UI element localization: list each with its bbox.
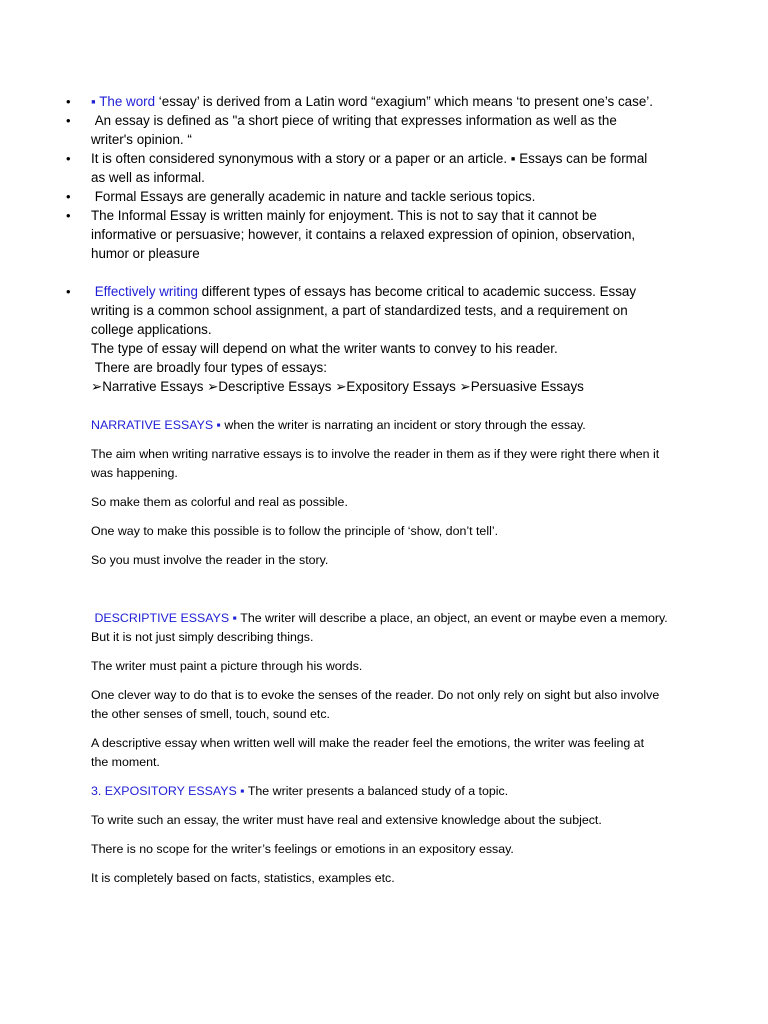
section-heading: 3. EXPOSITORY ESSAYS ▪ xyxy=(91,784,245,798)
paragraph: A descriptive essay when written well will make the reader feel the emotions, the writer was feeling at the moment. xyxy=(91,736,645,769)
bullet-item xyxy=(0,92,768,111)
section-lead: The writer presents a balanced study of a topic. xyxy=(244,784,509,798)
bullet-dot: • xyxy=(66,113,71,128)
section-lead: The writer will describe a place, an object, an event or maybe even a memory. But it is not just simply describing things. xyxy=(91,611,668,644)
section-lead: when the writer is narrating an incident or story through the essay. xyxy=(220,418,586,432)
bullet-dot: • xyxy=(66,94,71,109)
paragraph: So make them as colorful and real as possible. xyxy=(91,495,348,509)
bullet-dot: • xyxy=(66,189,71,204)
paragraph: One way to make this possible is to follow the principle of ‘show, don’t tell’. xyxy=(91,524,499,538)
bullet-text: An essay is defined as "a short piece of writing that expresses information as well as the writer's opinion. “ xyxy=(91,113,617,147)
section-heading: NARRATIVE ESSAYS ▪ xyxy=(91,418,221,432)
bullet-item xyxy=(0,149,768,187)
bullet-text: ‘essay’ is derived from a Latin word “exagium” which means ‘to present one’s case’. xyxy=(155,94,653,109)
paragraph: To write such an essay, the writer must have real and extensive knowledge about the subject. xyxy=(91,813,602,827)
narrative-heading-line xyxy=(91,416,691,435)
expository-heading-line xyxy=(91,782,691,801)
paragraph: It is completely based on facts, statistics, examples etc. xyxy=(91,871,395,885)
bullet-dot: • xyxy=(66,151,71,166)
paragraph: The aim when writing narrative essays is to involve the reader in them as if they were right there when it was happening. xyxy=(91,447,660,480)
descriptive-heading-line xyxy=(91,609,691,647)
bullet-item xyxy=(0,111,768,149)
section-heading: DESCRIPTIVE ESSAYS ▪ xyxy=(91,611,238,625)
bullet-text: different types of essays has become critical to academic success. Essay writing is a common school assignment, a part of standardized tests, and a requirement on college applications. The type of essay will depend on what the writer wants to convey to his reader. There are broadly four types of essays: ➢Narrative Essays ➢Descriptive Essays ➢Expository Essays ➢Persuasive Essays xyxy=(91,284,637,394)
bullet-text: It is often considered synonymous with a story or a paper or an article. ▪ Essays can be formal as well as informal. xyxy=(91,151,648,185)
bullet-lead-highlight: Effectively writing xyxy=(91,284,198,299)
paragraph: One clever way to do that is to evoke the senses of the reader. Do not only rely on sight but also involve the other senses of smell, touch, sound etc. xyxy=(91,688,660,721)
paragraph: The writer must paint a picture through his words. xyxy=(91,659,363,673)
bullet-lead-highlight: ▪ The word xyxy=(91,94,156,109)
bullet-list xyxy=(0,92,768,396)
paragraph: So you must involve the reader in the story. xyxy=(91,553,329,567)
bullet-text: The Informal Essay is written mainly for enjoyment. This is not to say that it cannot be informative or persuasive; however, it contains a relaxed expression of opinion, observation, humor or pleasure xyxy=(91,208,636,261)
bullet-dot: • xyxy=(66,208,71,223)
paragraph: There is no scope for the writer’s feelings or emotions in an expository essay. xyxy=(91,842,514,856)
bullet-dot: • xyxy=(66,284,71,299)
spacer xyxy=(0,263,768,282)
bullet-item xyxy=(0,187,768,206)
bullet-item xyxy=(0,282,768,396)
bullet-text: Formal Essays are generally academic in nature and tackle serious topics. xyxy=(91,189,536,204)
bullet-item xyxy=(0,206,768,263)
